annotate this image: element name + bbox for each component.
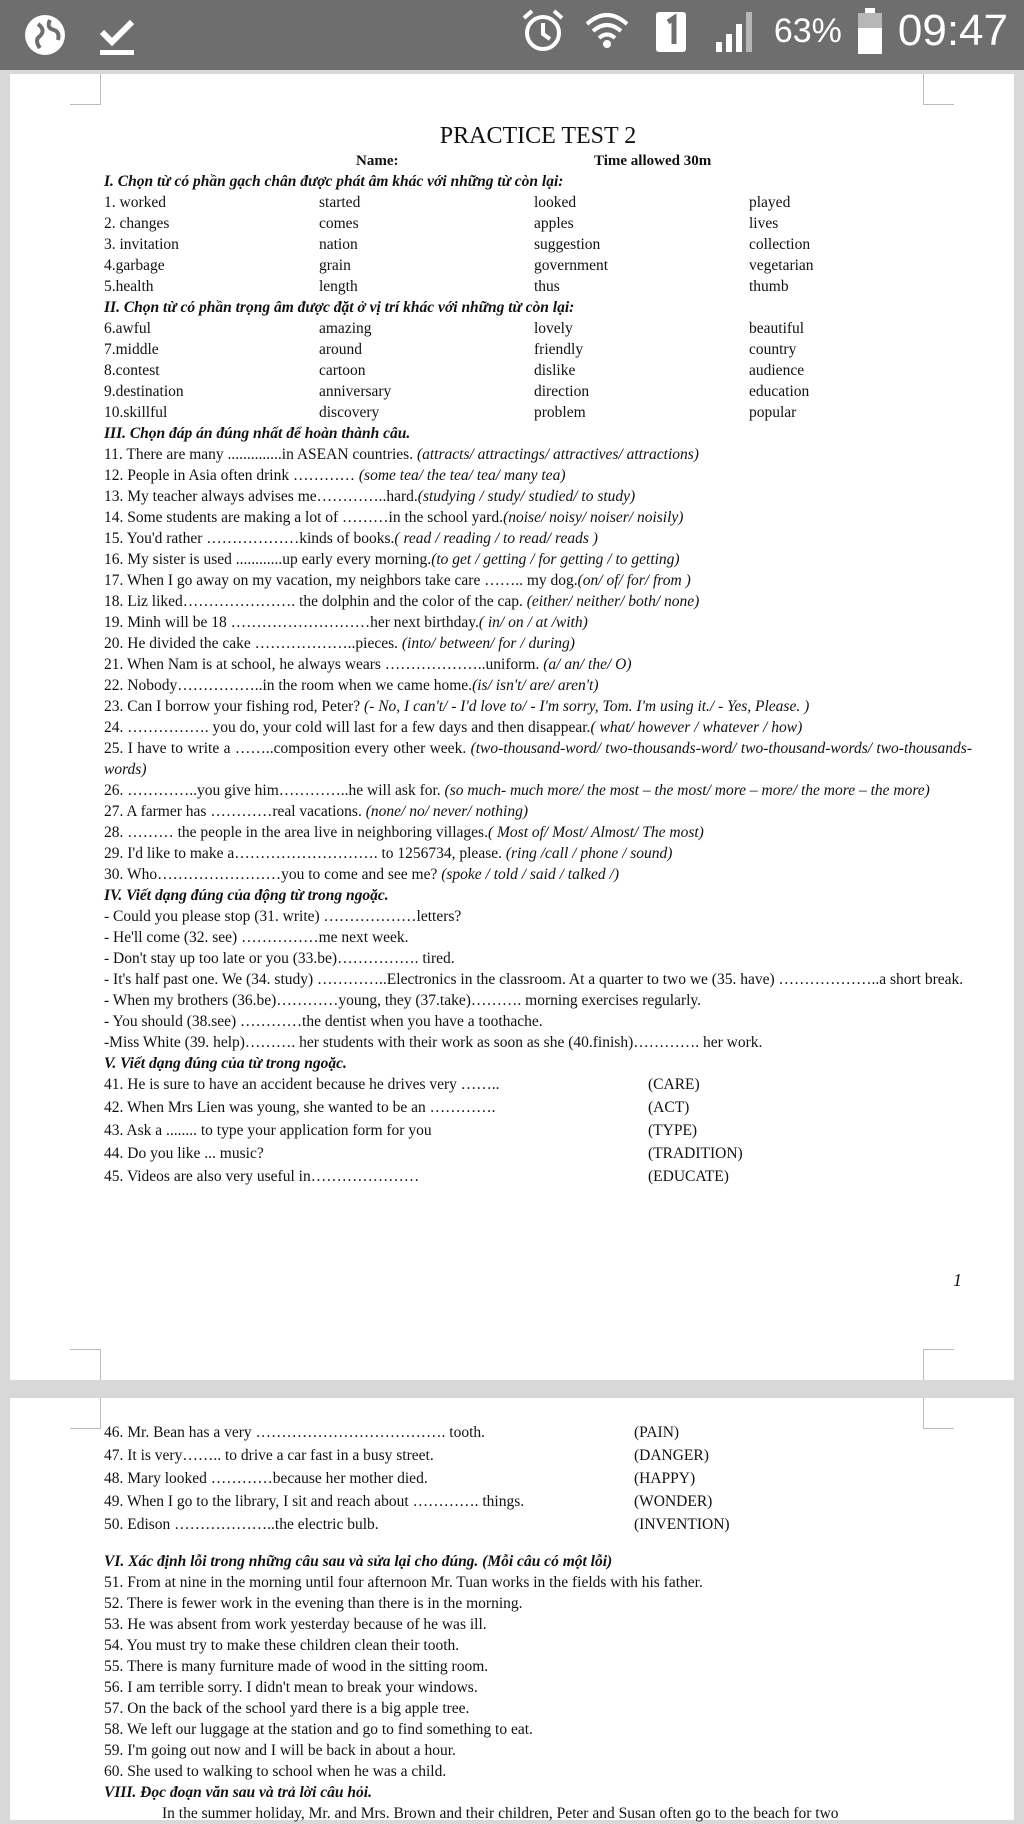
word-option: 4.garbage bbox=[104, 257, 165, 274]
word-option: cartoon bbox=[319, 362, 366, 379]
question-text: 49. When I go to the library, I sit and reach about …………. things. bbox=[104, 1493, 525, 1510]
question-options: (is/ isn't/ are/ aren't) bbox=[472, 677, 599, 694]
question-item bbox=[104, 549, 972, 570]
question-text: 28. ……… the people in the area live in neighboring villages. bbox=[104, 824, 488, 841]
word-form-item bbox=[104, 1074, 972, 1097]
question-item bbox=[104, 843, 972, 864]
question-item bbox=[104, 444, 972, 465]
question-text: 50. Edison ………………..the electric bulb. bbox=[104, 1516, 379, 1533]
word-option: thus bbox=[534, 278, 560, 295]
question-item bbox=[104, 465, 972, 486]
word-hint: (HAPPY) bbox=[634, 1470, 696, 1487]
word-hint: (PAIN) bbox=[634, 1424, 680, 1441]
question-text: 45. Videos are also very useful in………………… bbox=[104, 1168, 420, 1185]
question-item bbox=[104, 822, 972, 843]
reading-passage: In the summer holiday, Mr. and Mrs. Brown and their children, Peter and Susan often go to the beach for two bbox=[162, 1805, 839, 1822]
question-item bbox=[104, 591, 972, 612]
word-option: suggestion bbox=[534, 236, 601, 253]
question-options: (attracts/ attractings/ attractives/ attractions) bbox=[416, 446, 699, 463]
list-item: - He'll come (32. see) ……………me next week. bbox=[104, 929, 409, 946]
word-option: discovery bbox=[319, 404, 380, 421]
question-item bbox=[104, 528, 972, 549]
word-form-item bbox=[104, 1468, 972, 1491]
question-text: 42. When Mrs Lien was young, she wanted to be an …………. bbox=[104, 1099, 496, 1116]
question-item bbox=[104, 717, 972, 738]
question-options: (two-thousand-word/ two-thousands-word/ two-thousand-words/ two-thousands-words) bbox=[104, 740, 972, 778]
word-option: lovely bbox=[534, 320, 573, 337]
word-option: thumb bbox=[749, 278, 789, 295]
question-options: (ring /call / phone / sound) bbox=[505, 845, 673, 862]
word-form-item bbox=[104, 1143, 972, 1166]
question-options: (studying / study/ studied/ to study) bbox=[417, 488, 636, 505]
wifi-icon bbox=[582, 6, 632, 56]
word-hint: (TRADITION) bbox=[648, 1145, 743, 1162]
name-label: Name: bbox=[356, 153, 399, 169]
list-item: 56. I am terrible sorry. I didn't mean to break your windows. bbox=[104, 1679, 478, 1696]
question-text: 14. Some students are making a lot of ………in the school yard. bbox=[104, 509, 504, 526]
page-1-content bbox=[104, 123, 972, 1189]
word-form-item bbox=[104, 1097, 972, 1120]
question-options: (either/ neither/ both/ none) bbox=[526, 593, 700, 610]
question-text: 11. There are many ..............in ASEAN countries. bbox=[104, 446, 417, 463]
word-option: collection bbox=[749, 236, 811, 253]
question-25 bbox=[104, 738, 972, 780]
question-text: 12. People in Asia often drink ………… bbox=[104, 467, 359, 484]
section-3-list-b bbox=[104, 801, 972, 885]
question-text: 44. Do you like ... music? bbox=[104, 1145, 264, 1162]
question-options: ( Most of/ Most/ Almost/ The most) bbox=[487, 824, 704, 841]
question-item bbox=[104, 570, 972, 591]
section-3-list bbox=[104, 444, 972, 738]
section-4-heading: IV. Viết dạng đúng của động từ trong ngoặc. bbox=[104, 887, 389, 904]
question-26 bbox=[104, 780, 972, 801]
word-option: direction bbox=[534, 383, 590, 400]
word-option: length bbox=[319, 278, 358, 295]
list-item: -Miss White (39. help)………. her students with their work as soon as she (40.finish)…………. her work. bbox=[104, 1034, 763, 1051]
section-8-heading: VIII. Đọc đoạn văn sau và trả lời câu hỏi. bbox=[104, 1784, 372, 1801]
word-option: started bbox=[319, 194, 361, 211]
question-item bbox=[104, 654, 972, 675]
word-option: 5.health bbox=[104, 278, 154, 295]
question-item bbox=[104, 633, 972, 654]
section-1-heading: I. Chọn từ có phần gạch chân được phát âm khác với những từ còn lại: bbox=[104, 173, 564, 190]
word-form-item bbox=[104, 1491, 972, 1514]
word-option: friendly bbox=[534, 341, 584, 358]
question-item bbox=[104, 486, 972, 507]
question-item bbox=[104, 675, 972, 696]
word-option: audience bbox=[749, 362, 805, 379]
word-form-item bbox=[104, 1120, 972, 1143]
word-option: lives bbox=[749, 215, 779, 232]
list-item: 51. From at nine in the morning until four afternoon Mr. Tuan works in the fields with his father. bbox=[104, 1574, 703, 1591]
list-item: 60. She used to walking to school when he was a child. bbox=[104, 1763, 447, 1780]
question-item bbox=[104, 864, 972, 885]
word-option: country bbox=[749, 341, 797, 358]
list-item: - Don't stay up too late or you (33.be)……………. tired. bbox=[104, 950, 455, 967]
section-5-heading: V. Viết dạng đúng của từ trong ngoặc. bbox=[104, 1055, 347, 1072]
question-options: (on/ of/ for/ from ) bbox=[577, 572, 691, 589]
question-text: 46. Mr. Bean has a very ………………………………. tooth. bbox=[104, 1424, 486, 1441]
question-options: ( in/ on / at /with) bbox=[478, 614, 588, 631]
question-item bbox=[104, 696, 972, 717]
list-item: 58. We left our luggage at the station and go to find something to eat. bbox=[104, 1721, 533, 1738]
question-text: 18. Liz liked…………………. the dolphin and the color of the cap. bbox=[104, 593, 527, 610]
question-text: 43. Ask a ........ to type your application form for you bbox=[104, 1122, 432, 1139]
question-text: 23. Can I borrow your fishing rod, Peter? bbox=[104, 698, 365, 715]
question-text: 21. When Nam is at school, he always wears ………………..uniform. bbox=[104, 656, 544, 673]
word-option: 3. invitation bbox=[104, 236, 179, 253]
word-form-item bbox=[104, 1514, 972, 1537]
document-page-2[interactable] bbox=[10, 1398, 1014, 1820]
list-item: 54. You must try to make these children clean their tooth. bbox=[104, 1637, 460, 1654]
time-allowed: Time allowed 30m bbox=[594, 153, 712, 169]
list-item: 52. There is fewer work in the evening than there is in the morning. bbox=[104, 1595, 523, 1612]
question-text: 19. Minh will be 18 ………………………her next birthday. bbox=[104, 614, 479, 631]
page-number: 1 bbox=[953, 1270, 962, 1290]
question-text: 17. When I go away on my vacation, my neighbors take care …….. my dog. bbox=[104, 572, 578, 589]
word-option: popular bbox=[749, 404, 797, 421]
question-text: 41. He is sure to have an accident because he drives very …….. bbox=[104, 1076, 500, 1093]
question-text: 47. It is very…….. to drive a car fast in a busy street. bbox=[104, 1447, 434, 1464]
list-item: 55. There is many furniture made of wood in the sitting room. bbox=[104, 1658, 489, 1675]
question-text: 27. A farmer has …………real vacations. bbox=[104, 803, 366, 820]
question-item bbox=[104, 801, 972, 822]
section-2-grid bbox=[104, 318, 972, 423]
list-item: 57. On the back of the school yard there is a big apple tree. bbox=[104, 1700, 470, 1717]
word-option: 1. worked bbox=[104, 194, 166, 211]
document-page-1[interactable] bbox=[10, 74, 1014, 1380]
word-hint: (EDUCATE) bbox=[648, 1168, 729, 1185]
page-2-content bbox=[104, 1422, 972, 1824]
word-option: dislike bbox=[534, 362, 576, 379]
question-options: (- No, I can't/ - I'd love to/ - I'm sorry, Tom. I'm using it./ - Yes, Please. ) bbox=[364, 698, 810, 715]
question-options: (spoke / told / said / talked /) bbox=[441, 866, 620, 883]
word-option: 10.skillful bbox=[104, 404, 168, 421]
vpn-globe-icon bbox=[20, 10, 70, 60]
word-form-item bbox=[104, 1166, 972, 1189]
section-3-heading: III. Chọn đáp án đúng nhất để hoàn thành câu. bbox=[104, 425, 411, 442]
list-item: - You should (38.see) …………the dentist when you have a toothache. bbox=[104, 1013, 543, 1030]
word-option: 2. changes bbox=[104, 215, 170, 232]
question-options: (into/ between/ for / during) bbox=[401, 635, 575, 652]
question-text: 48. Mary looked …………because her mother died. bbox=[104, 1470, 428, 1487]
section-4-list bbox=[104, 906, 972, 969]
question-options: (some tea/ the tea/ tea/ many tea) bbox=[358, 467, 566, 484]
list-item: 59. I'm going out now and I will be back in about a hour. bbox=[104, 1742, 456, 1759]
word-option: 7.middle bbox=[104, 341, 159, 358]
word-option: problem bbox=[534, 404, 586, 421]
word-option: grain bbox=[319, 257, 351, 274]
word-option: 6.awful bbox=[104, 320, 151, 337]
test-title: PRACTICE TEST 2 bbox=[439, 123, 637, 149]
word-hint: (ACT) bbox=[648, 1099, 690, 1116]
word-option: 8.contest bbox=[104, 362, 160, 379]
battery-icon bbox=[856, 6, 884, 56]
question-options: ( what/ however / whatever / how) bbox=[590, 719, 803, 736]
section-6-list bbox=[104, 1572, 972, 1782]
word-hint: (TYPE) bbox=[648, 1122, 698, 1139]
question-text: 16. My sister is used ............up early every morning. bbox=[104, 551, 432, 568]
word-hint: (CARE) bbox=[648, 1076, 700, 1093]
section-1-grid bbox=[104, 192, 972, 297]
word-option: looked bbox=[534, 194, 577, 211]
list-item: 53. He was absent from work yesterday because of he was ill. bbox=[104, 1616, 487, 1633]
section-4-list-b bbox=[104, 990, 972, 1053]
word-hint: (DANGER) bbox=[634, 1447, 709, 1464]
section-2-heading: II. Chọn từ có phần trọng âm được đặt ở vị trí khác với những từ còn lại: bbox=[104, 299, 575, 316]
word-option: played bbox=[749, 194, 791, 211]
question-item bbox=[104, 507, 972, 528]
section-5-list bbox=[104, 1074, 972, 1189]
question-text: 15. You'd rather ………………kinds of books. bbox=[104, 530, 395, 547]
word-hint: (INVENTION) bbox=[634, 1516, 730, 1533]
question-text: 26. …………..you give him…………..he will ask for. bbox=[104, 782, 445, 799]
word-option: anniversary bbox=[319, 383, 392, 400]
signal-icon bbox=[710, 6, 760, 56]
alarm-icon bbox=[518, 6, 568, 56]
question-text: 25. I have to write a ……..composition every other week. bbox=[104, 740, 471, 757]
question-options: (none/ no/ never/ nothing) bbox=[365, 803, 528, 820]
question-34-35: - It's half past one. We (34. study) …………..Electronics in the classroom. At a quarter to two we (35. have) ………………..a short break. bbox=[104, 971, 964, 988]
word-form-item bbox=[104, 1422, 972, 1445]
question-options: (a/ an/ the/ O) bbox=[543, 656, 632, 673]
question-options: (noise/ noisy/ noiser/ noisily) bbox=[503, 509, 684, 526]
question-item bbox=[104, 612, 972, 633]
download-done-icon bbox=[92, 10, 142, 60]
section-5-list-continued bbox=[104, 1422, 972, 1537]
list-item: - Could you please stop (31. write) ………………letters? bbox=[104, 908, 462, 925]
name-time-row bbox=[104, 151, 972, 171]
section-6-heading: VI. Xác định lỗi trong những câu sau và sửa lại cho đúng. (Mỗi câu có một lỗi) bbox=[104, 1553, 613, 1570]
clock-time: 09:47 bbox=[897, 6, 1008, 55]
question-text: 30. Who……………………you to come and see me? bbox=[104, 866, 442, 883]
question-text: 24. ……………. you do, your cold will last for a few days and then disappear. bbox=[104, 719, 591, 736]
word-option: apples bbox=[534, 215, 574, 232]
status-bar bbox=[0, 0, 1024, 70]
word-option: 9.destination bbox=[104, 383, 184, 400]
question-text: 20. He divided the cake ………………..pieces. bbox=[104, 635, 402, 652]
word-hint: (WONDER) bbox=[634, 1493, 713, 1510]
question-options: (to get / getting / for getting / to getting) bbox=[431, 551, 680, 568]
word-option: government bbox=[534, 257, 609, 274]
question-text: 13. My teacher always advises me…………..hard. bbox=[104, 488, 418, 505]
word-option: around bbox=[319, 341, 363, 358]
word-option: education bbox=[749, 383, 810, 400]
word-option: amazing bbox=[319, 320, 372, 337]
sim-1-icon bbox=[646, 6, 696, 56]
question-options: (so much- much more/ the most – the most/ more – more/ the more – the more) bbox=[444, 782, 930, 799]
word-option: nation bbox=[319, 236, 358, 253]
word-option: beautiful bbox=[749, 320, 805, 337]
question-text: 22. Nobody……………..in the room when we came home. bbox=[104, 677, 473, 694]
question-text: 29. I'd like to make a………………………. to 1256734, please. bbox=[104, 845, 506, 862]
question-options: ( read / reading / to read/ reads ) bbox=[394, 530, 598, 547]
word-option: vegetarian bbox=[749, 257, 814, 274]
battery-percent: 63% bbox=[773, 11, 842, 50]
list-item: - When my brothers (36.be)…………young, they (37.take)………. morning exercises regularly. bbox=[104, 992, 702, 1009]
word-form-item bbox=[104, 1445, 972, 1468]
word-option: comes bbox=[319, 215, 359, 232]
